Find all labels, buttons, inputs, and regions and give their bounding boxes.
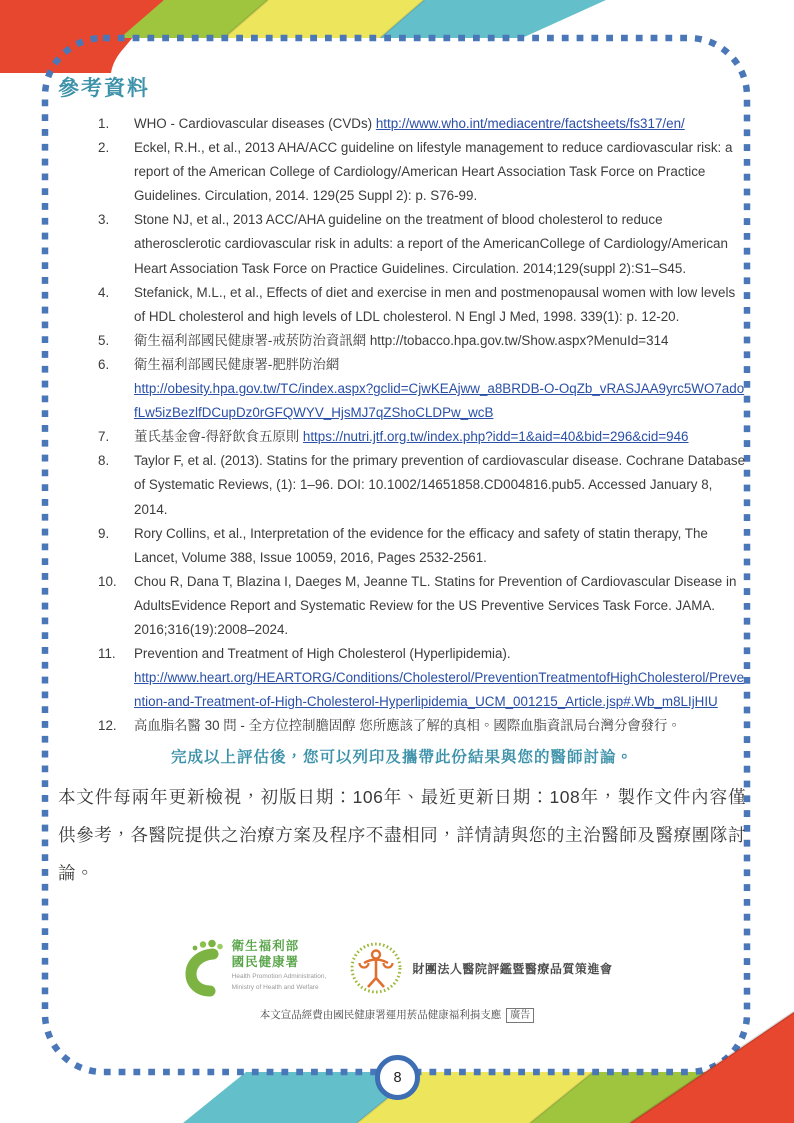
reference-item bbox=[98, 329, 746, 353]
reference-plain-text: 董氏基金會-得舒飲食五原則 bbox=[134, 429, 303, 445]
reference-item bbox=[98, 570, 746, 642]
reference-text bbox=[134, 329, 746, 353]
reference-plain-text: Prevention and Treatment of High Cholesterol (Hyperlipidemia). bbox=[134, 646, 511, 662]
main-content bbox=[58, 72, 746, 940]
reference-text bbox=[134, 136, 746, 208]
reference-number: 12. bbox=[98, 718, 117, 734]
hpa-logo-text bbox=[232, 938, 327, 992]
reference-item bbox=[98, 522, 746, 570]
reference-number: 9. bbox=[98, 525, 110, 541]
reference-item bbox=[98, 281, 746, 329]
reference-text bbox=[134, 522, 746, 570]
page-number: 8 bbox=[393, 1069, 402, 1086]
page-number-badge bbox=[375, 1055, 420, 1100]
reference-item bbox=[98, 136, 746, 208]
hpa-name-en2: Ministry of Health and Welfare bbox=[231, 984, 319, 991]
reference-text bbox=[134, 425, 746, 449]
reference-text bbox=[134, 714, 746, 738]
jct-logo-icon bbox=[348, 940, 404, 996]
hpa-name-line2: 國民健康署 bbox=[231, 955, 300, 969]
reference-item bbox=[98, 425, 746, 449]
reference-plain-text: 衛生福利部國民健康署-肥胖防治網 bbox=[134, 356, 340, 372]
reference-text bbox=[134, 642, 746, 714]
disclaimer-paragraph: 本文件每兩年更新檢視，初版日期：106年、最近更新日期：108年，製作文件內容僅供參考，各醫院提供之治療方案及程序不盡相同，詳情請與您的主治醫師及醫療團隊討論。 bbox=[58, 787, 746, 884]
reference-item bbox=[98, 208, 746, 280]
reference-text bbox=[134, 112, 746, 136]
reference-plain-text: Taylor F, et al. (2013). Statins for the primary prevention of cardiovascular disease. Cochrane Database of Systematic Reviews, (1): 1–96. DOI: 10.1002/14651858.CD004816.pub5. Accessed January 8, 2014. bbox=[134, 453, 746, 517]
reference-link[interactable]: http://www.who.int/mediacentre/factsheets/fs317/en/ bbox=[375, 116, 685, 131]
logos-row bbox=[0, 938, 794, 998]
references-list bbox=[98, 112, 746, 738]
reference-link[interactable]: http://www.heart.org/HEARTORG/Conditions/Cholesterol/PreventionTreatmentofHighCholesterol/Prevention-and-Treatment-of-High-Cholesterol-Hyperlipidemia_UCM_001215_Article.jsp#.Wb_m8LIjHIU bbox=[134, 670, 745, 710]
reference-text bbox=[134, 570, 746, 642]
reference-text bbox=[134, 449, 746, 521]
jct-logo-label: 財團法人醫院評鑑暨醫療品質策進會 bbox=[412, 961, 613, 976]
reference-number: 10. bbox=[98, 573, 117, 589]
reference-text bbox=[134, 353, 746, 425]
footer bbox=[0, 938, 794, 1023]
reference-number: 6. bbox=[98, 356, 110, 372]
reference-number: 5. bbox=[98, 332, 110, 348]
reference-plain-text: 高血脂名醫 30 問 - 全方位控制膽固醇 您所應該了解的真相。國際血脂資訊局台灣分會發行。 bbox=[134, 718, 681, 734]
reference-item bbox=[98, 714, 746, 738]
reference-number: 8. bbox=[98, 453, 110, 469]
reference-plain-text: Chou R, Dana T, Blazina I, Daeges M, Jeanne TL. Statins for Prevention of Cardiovascular Disease in AdultsEvidence Report and Systematic Review for the US Preventive Services Task Force. JAMA. 2016;316(19):2008–2024. bbox=[134, 573, 737, 637]
reference-item bbox=[98, 449, 746, 521]
reference-plain-text: 衛生福利部國民健康署-戒菸防治資訊網 http://tobacco.hpa.gov.tw/Show.aspx?MenuId=314 bbox=[134, 332, 669, 348]
reference-number: 4. bbox=[98, 284, 110, 300]
reference-plain-text: Eckel, R.H., et al., 2013 AHA/ACC guideline on lifestyle management to reduce cardiovascular risk: a report of the American College of Cardiology/American Heart Association Task Force on Practice Guidelines. Circulation, 2014. 129(25 Suppl 2): p. S76-99. bbox=[134, 140, 733, 204]
funding-note bbox=[0, 1007, 794, 1023]
reference-item bbox=[98, 642, 746, 714]
reference-text bbox=[134, 281, 746, 329]
page-title: 參考資料 bbox=[58, 77, 150, 100]
reference-item bbox=[98, 353, 746, 425]
funding-note-text: 本文宣品經費由國民健康署運用菸品健康福利捐支應 bbox=[259, 1009, 502, 1021]
reference-plain-text: Rory Collins, et al., Interpretation of the evidence for the efficacy and safety of statin therapy, The Lancet, Volume 388, Issue 10059, 2016, Pages 2532-2561. bbox=[134, 525, 708, 565]
reference-number: 3. bbox=[98, 212, 110, 228]
reference-link[interactable]: https://nutri.jtf.org.tw/index.php?idd=1&aid=40&bid=296&cid=946 bbox=[302, 429, 689, 445]
hpa-name-line1: 衛生福利部 bbox=[231, 939, 300, 953]
reference-number: 1. bbox=[98, 116, 110, 131]
reference-number: 7. bbox=[98, 429, 110, 445]
hpa-logo-icon bbox=[182, 938, 226, 998]
closing-note: 完成以上評估後，您可以列印及攜帶此份結果與您的醫師討論。 bbox=[170, 749, 633, 767]
reference-item bbox=[98, 112, 746, 136]
reference-link[interactable]: http://obesity.hpa.gov.tw/TC/index.aspx?gclid=CjwKEAjww_a8BRDB-O-OqZb_vRASJAA9yrc5WO7adofLw5izBezlfDCupDz0rGFQWYV_HjsMJ7qZShoCLDPw_wcB bbox=[134, 381, 745, 421]
reference-plain-text: WHO - Cardiovascular diseases (CVDs) bbox=[134, 116, 376, 131]
ad-badge: 廣告 bbox=[506, 1008, 534, 1023]
hpa-name-en1: Health Promotion Administration, bbox=[231, 973, 327, 980]
reference-number: 2. bbox=[98, 140, 110, 156]
jct-logo bbox=[348, 940, 612, 996]
reference-plain-text: Stone NJ, et al., 2013 ACC/AHA guideline on the treatment of blood cholesterol to reduce atherosclerotic cardiovascular risk in adults: a report of the AmericanCollege of Cardiology/American Heart Association Task Force on Practice Guidelines. Circulation. 2014;129(suppl 2):S1–S45. bbox=[134, 212, 728, 276]
reference-number: 11. bbox=[98, 646, 116, 662]
reference-text bbox=[134, 208, 746, 280]
reference-plain-text: Stefanick, M.L., et al., Effects of diet and exercise in men and postmenopausal women with low levels of HDL cholesterol and high levels of LDL cholesterol. N Engl J Med, 1998. 339(1): p. 12-20. bbox=[134, 284, 736, 324]
hpa-logo bbox=[182, 938, 327, 998]
